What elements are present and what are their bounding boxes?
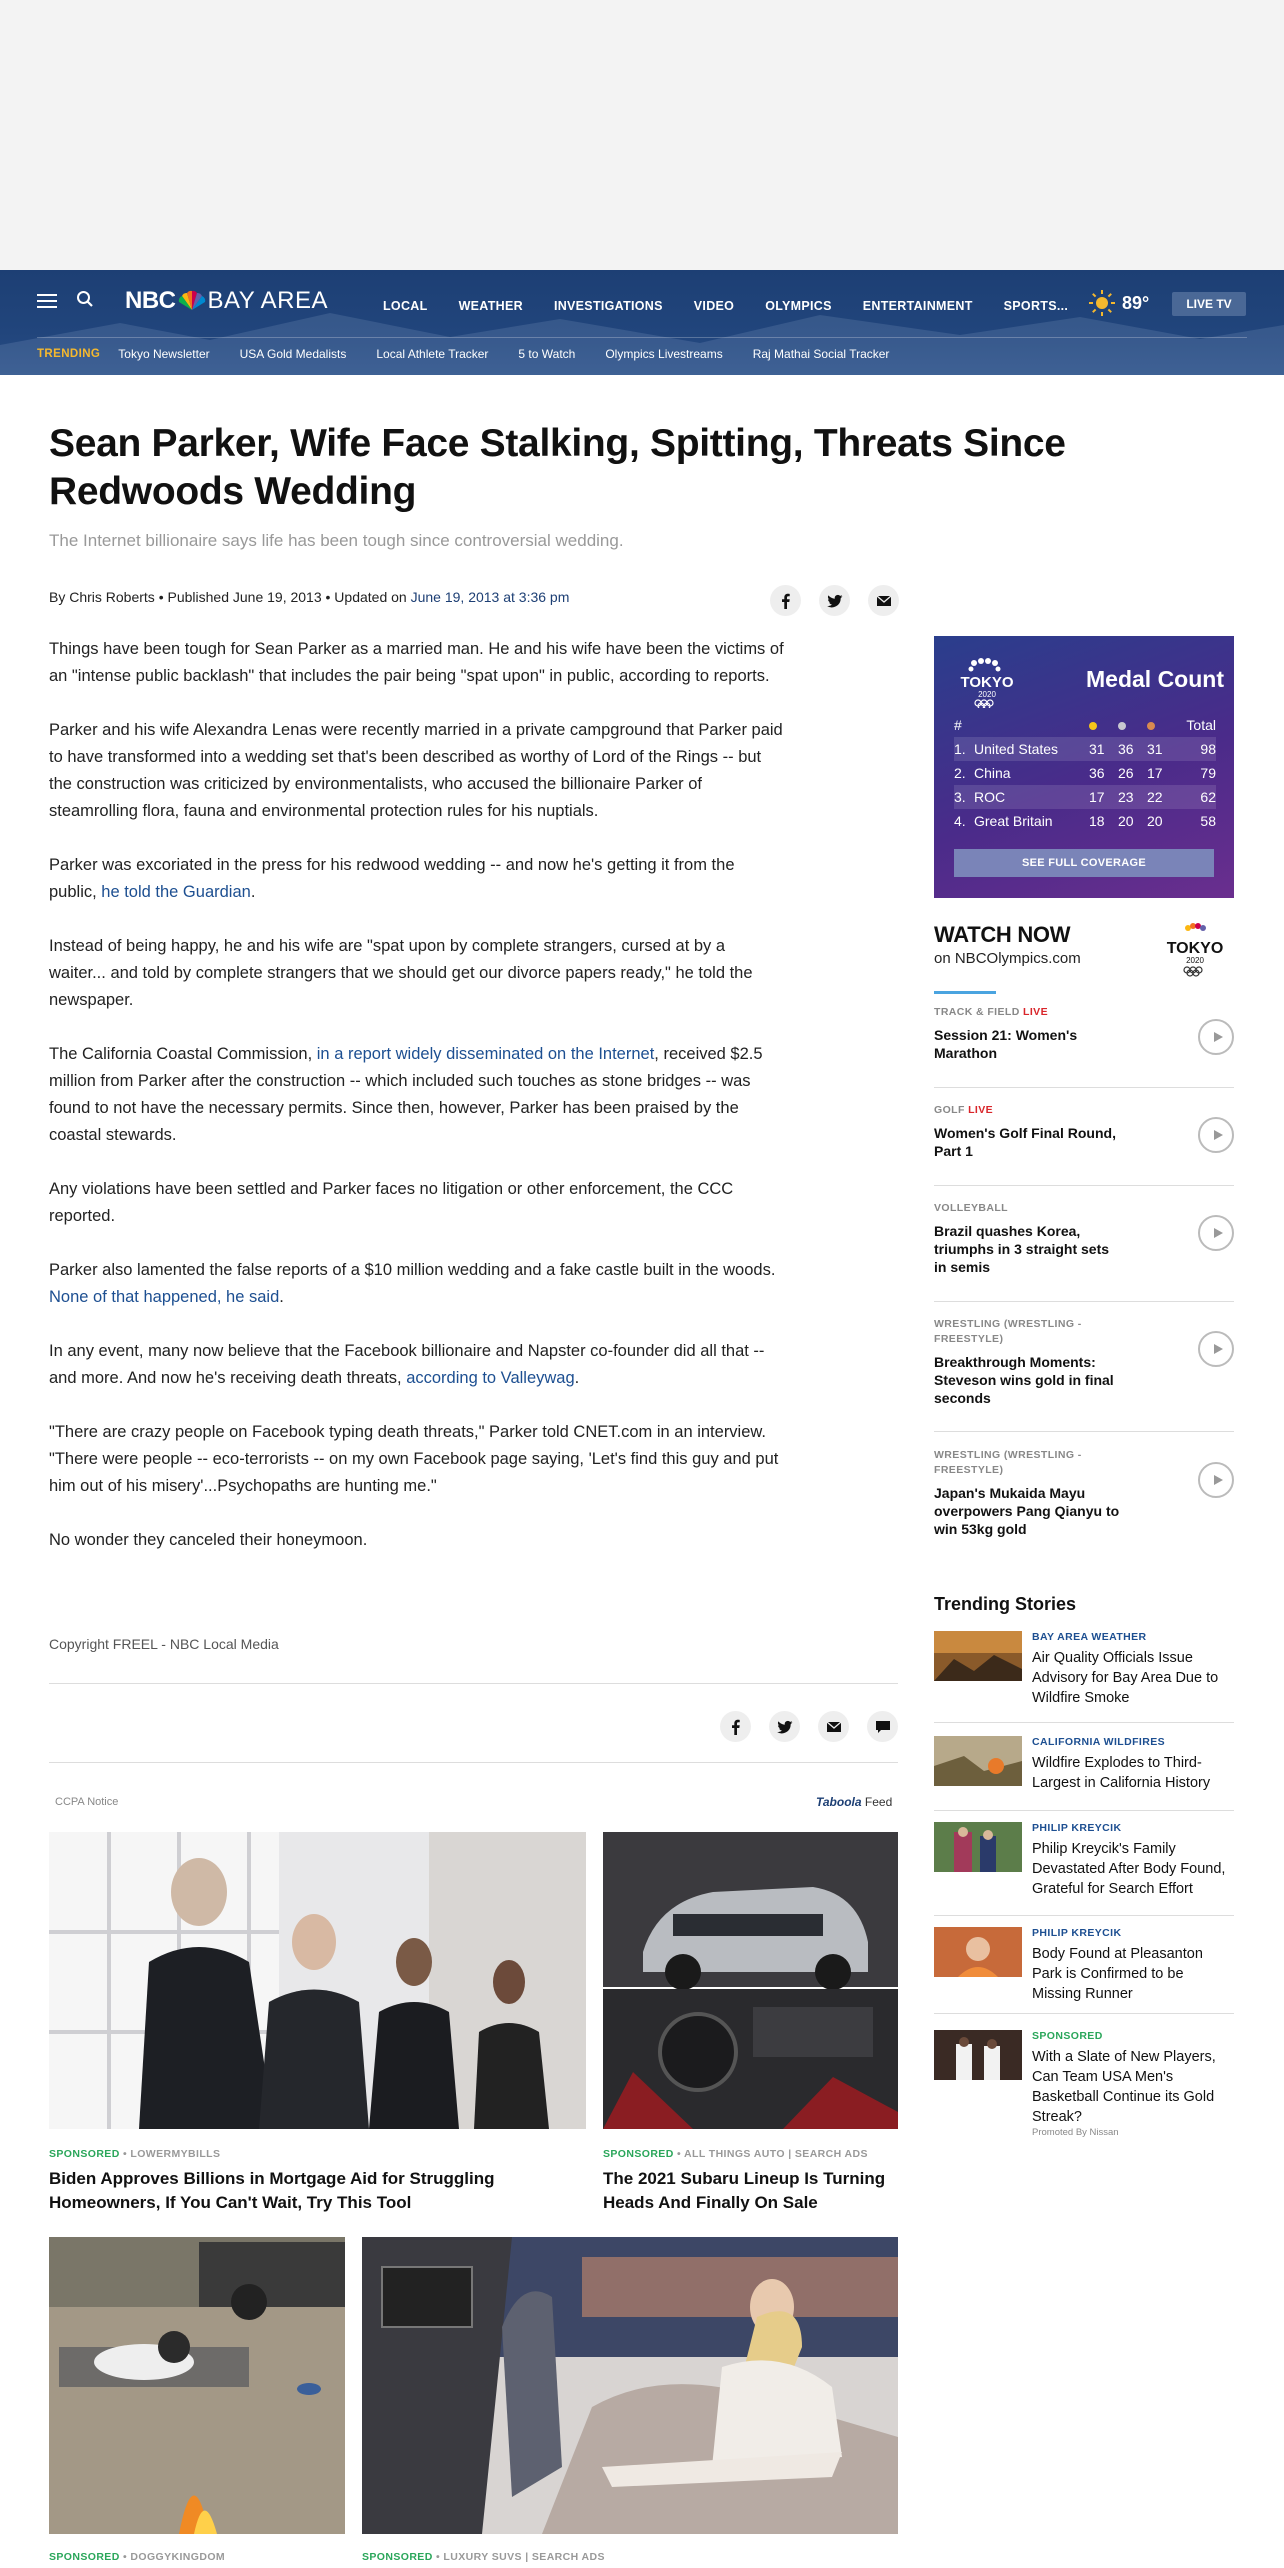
- article-headline: Sean Parker, Wife Face Stalking, Spitting, Threats Since Redwoods Wedding: [49, 422, 1066, 513]
- guardian-link[interactable]: he told the Guardian: [101, 883, 251, 901]
- trending-bar: [37, 347, 919, 361]
- paragraph-text: .: [279, 1288, 284, 1306]
- article-dek: The Internet billionaire says life has been tough since controversial wedding.: [49, 531, 624, 550]
- play-icon[interactable]: [1198, 1019, 1234, 1055]
- taboola-brand: Taboola: [816, 1795, 862, 1809]
- sponsored-title[interactable]: The 2021 Subaru Lineup Is Turning Heads And Finally On Sale: [603, 2169, 886, 2212]
- sponsored-card[interactable]: [49, 2237, 345, 2534]
- nav-local[interactable]: LOCAL: [383, 299, 428, 313]
- col-total: Total: [1186, 717, 1216, 733]
- sponsored-image: [49, 2237, 345, 2534]
- paragraph: Parker and his wife Alexandra Lenas were recently married in a private campground that Parker paid to have transformed into a wedding set that's been described as worthy of Lord of the Rings -- but the construction was criticized by environmentalists, who accused the billionaire Parker of steamrolling flora, fauna and environmental protection rules for his nuptials.: [49, 721, 783, 820]
- sponsored-label: SPONSORED: [49, 2148, 120, 2160]
- paragraph-text: .: [250, 883, 256, 901]
- weather-widget[interactable]: [1088, 289, 1149, 317]
- trending-link[interactable]: Olympics Livestreams: [605, 347, 723, 361]
- paragraph: [49, 1338, 785, 1392]
- email-icon: [826, 1719, 842, 1735]
- watch-item[interactable]: [934, 1103, 1234, 1186]
- bronze-medal-icon: [1147, 722, 1155, 730]
- trending-stories-title: Trending Stories: [934, 1594, 1077, 1614]
- article-body: [49, 636, 785, 1581]
- nav-entertainment[interactable]: ENTERTAINMENT: [862, 299, 973, 313]
- story-title: Body Found at Pleasanton Park is Confirmed to be Missing Runner: [1032, 1946, 1203, 2002]
- taboola-feed-label[interactable]: [816, 1795, 892, 1809]
- watch-item[interactable]: [934, 1201, 1234, 1302]
- facebook-icon: [728, 1719, 744, 1735]
- gold-count: 36: [1089, 765, 1105, 781]
- col-rank: #: [954, 717, 962, 733]
- nav-video[interactable]: VIDEO: [693, 299, 735, 313]
- paragraph-text: Parker was excoriated in the press for his redwood wedding -- and now he's getting it from the public,: [49, 856, 735, 901]
- silver-count: 26: [1118, 765, 1134, 781]
- header-divider: [37, 337, 1247, 338]
- tokyo-2020-logo: [954, 658, 1020, 708]
- paragraph-text: The California Coastal Commission,: [49, 1045, 317, 1063]
- total-count: 58: [1200, 813, 1216, 829]
- facebook-share-button[interactable]: [720, 1711, 751, 1742]
- rank: 3.: [954, 789, 966, 805]
- medal-row[interactable]: [954, 809, 1216, 833]
- paragraph: [49, 852, 785, 906]
- story-category: SPONSORED: [1032, 2030, 1103, 2042]
- sponsored-meta: [49, 2551, 225, 2563]
- paragraph-text: .: [574, 1369, 580, 1387]
- nav-investigations[interactable]: INVESTIGATIONS: [553, 299, 663, 313]
- trending-link[interactable]: 5 to Watch: [518, 347, 576, 361]
- watch-item-category: WRESTLING (WRESTLING - FREESTYLE): [934, 1449, 1082, 1476]
- play-icon[interactable]: [1198, 1331, 1234, 1367]
- story-thumbnail: [934, 1736, 1022, 1786]
- email-share-button[interactable]: [818, 1711, 849, 1742]
- story-title: Philip Kreycik's Family Devastated After Body Found, Grateful for Search Effort: [1032, 1841, 1226, 1897]
- story-category: PHILIP KREYCIK: [1032, 1927, 1122, 1939]
- search-icon[interactable]: [76, 290, 94, 308]
- trending-link[interactable]: Local Athlete Tracker: [376, 347, 489, 361]
- twitter-share-button[interactable]: [819, 585, 850, 616]
- temperature: 89°: [1122, 292, 1150, 313]
- sponsored-card[interactable]: [362, 2237, 898, 2534]
- report-link[interactable]: in a report widely disseminated on the Internet: [316, 1045, 655, 1063]
- trending-link[interactable]: Raj Mathai Social Tracker: [752, 347, 890, 361]
- bronze-dot: [1147, 717, 1176, 733]
- sponsored-meta: [362, 2551, 605, 2563]
- watch-now-header: [934, 922, 1234, 994]
- play-icon[interactable]: [1198, 1215, 1234, 1251]
- gold-medal-icon: [1089, 722, 1097, 730]
- sponsored-image: [49, 1832, 586, 2129]
- live-badge: LIVE: [968, 1104, 994, 1116]
- comment-icon: [875, 1719, 891, 1735]
- silver-count: 23: [1118, 789, 1134, 805]
- ccpa-notice-link[interactable]: CCPA Notice: [55, 1796, 119, 1808]
- bronze-count: 22: [1147, 789, 1163, 805]
- valleywag-link[interactable]: according to Valleywag: [406, 1369, 575, 1387]
- sponsored-image: [362, 2237, 898, 2534]
- site-header: [0, 270, 1284, 375]
- paragraph: [49, 1041, 785, 1149]
- story-thumbnail: [934, 1822, 1022, 1872]
- taboola-feed: Feed: [861, 1795, 893, 1809]
- story-category: BAY AREA WEATHER: [1032, 1631, 1147, 1643]
- logo-region: BAY AREA: [207, 287, 329, 314]
- share-bar-bottom: [720, 1711, 898, 1742]
- tokyo-logo-year: 2020: [1186, 956, 1204, 965]
- sponsored-label: SPONSORED: [49, 2551, 120, 2563]
- story-thumbnail: [934, 1631, 1022, 1681]
- medal-count-title: Medal Count: [1086, 666, 1224, 692]
- medal-table: [954, 713, 1216, 833]
- twitter-icon: [827, 593, 843, 609]
- share-bar-top: [770, 585, 899, 616]
- divider: [49, 1762, 898, 1763]
- copyright: Copyright FREEL - NBC Local Media: [49, 1636, 279, 1652]
- medal-row[interactable]: [954, 785, 1216, 809]
- facebook-icon: [778, 593, 794, 609]
- sponsored-card[interactable]: [603, 1832, 898, 2129]
- byline: [49, 589, 569, 605]
- menu-icon[interactable]: [37, 294, 57, 308]
- paragraph: Things have been tough for Sean Parker as a married man. He and his wife have been the victims of an "intense public backlash" that includes the pair being "spat upon" in public, according to reports.: [49, 640, 784, 685]
- watch-now-accent-bar: [934, 991, 996, 994]
- rank: 2.: [954, 765, 966, 781]
- country: United States: [974, 741, 1059, 757]
- play-icon[interactable]: [1198, 1117, 1234, 1153]
- facebook-share-button[interactable]: [770, 585, 801, 616]
- paragraph-text: Parker also lamented the false reports of a $10 million wedding and a fake castle built in the woods.: [49, 1261, 776, 1279]
- watch-item-category: [934, 1005, 1234, 1020]
- story-category: PHILIP KREYCIK: [1032, 1822, 1122, 1834]
- medal-row[interactable]: [954, 761, 1216, 785]
- paragraph: Instead of being happy, he and his wife are "spat upon by complete strangers, cursed at by a waiter... and told by complete strangers that we should get our divorce papers ready," he told the newspaper.: [49, 937, 753, 1009]
- email-icon: [876, 593, 892, 609]
- silver-count: 36: [1118, 741, 1134, 757]
- total-count: 62: [1200, 789, 1216, 805]
- trending-story[interactable]: [934, 2030, 1234, 2142]
- watch-item[interactable]: [934, 1005, 1234, 1088]
- twitter-icon: [777, 1719, 793, 1735]
- story-title: With a Slate of New Players, Can Team USA Men's Basketball Continue its Gold Streak?: [1032, 2049, 1216, 2125]
- paragraph-text: In any event, many now believe that the Facebook billionaire and Napster co-founder did all that -- and more. And now he's receiving death threats,: [49, 1342, 765, 1387]
- bronze-count: 31: [1147, 741, 1163, 757]
- sponsor-source: • DOGGYKINGDOM: [119, 2551, 226, 2563]
- nav-olympics[interactable]: OLYMPICS: [765, 299, 832, 313]
- watch-item-category: [934, 1103, 1234, 1118]
- story-thumbnail: [934, 2030, 1022, 2080]
- top-ad-slot: [0, 0, 1284, 270]
- trending-link[interactable]: USA Gold Medalists: [239, 347, 347, 361]
- play-icon[interactable]: [1198, 1462, 1234, 1498]
- category-text: GOLF: [934, 1104, 965, 1116]
- peacock-icon: [178, 290, 206, 312]
- sponsored-label: SPONSORED: [603, 2148, 674, 2160]
- nav-weather[interactable]: WEATHER: [458, 299, 523, 313]
- main-nav: [383, 299, 1099, 313]
- watch-item-title: Women's Golf Final Round, Part 1: [934, 1125, 1116, 1159]
- tokyo-2020-logo: [1162, 922, 1228, 978]
- trending-label: TRENDING: [37, 348, 101, 360]
- sponsored-card[interactable]: [49, 1832, 586, 2129]
- sponsored-image: [603, 1832, 898, 2129]
- nav-sports[interactable]: SPORTS...: [1003, 299, 1069, 313]
- sponsored-meta: [49, 2148, 220, 2160]
- comment-button[interactable]: [867, 1711, 898, 1742]
- sponsored-meta: [603, 2148, 868, 2160]
- gold-count: 17: [1089, 789, 1105, 805]
- watch-item-category: VOLLEYBALL: [934, 1202, 1008, 1214]
- medal-row[interactable]: [954, 737, 1216, 761]
- watch-item-title: Japan's Mukaida Mayu overpowers Pang Qianyu to win 53kg gold: [934, 1485, 1120, 1537]
- watch-now-title: WATCH NOW: [934, 922, 1071, 947]
- tokyo-logo-year: 2020: [978, 690, 996, 699]
- story-category: CALIFORNIA WILDFIRES: [1032, 1736, 1166, 1748]
- story-title: Wildfire Explodes to Third-Largest in California History: [1032, 1755, 1211, 1791]
- category-text: TRACK & FIELD: [934, 1006, 1020, 1018]
- logo-brand: NBC: [125, 287, 176, 314]
- watch-item[interactable]: [934, 1317, 1234, 1432]
- country: China: [974, 765, 1011, 781]
- watch-item[interactable]: [934, 1448, 1234, 1555]
- paragraph-text: , received $2.5 million from Parker after the construction -- which included such touches as stone bridges -- was found to not have the necessary permits. Since then, however, Parker has been praised by the coastal stewards.: [49, 1045, 763, 1144]
- watch-item-category: WRESTLING (WRESTLING - FREESTYLE): [934, 1318, 1082, 1345]
- live-badge: LIVE: [1023, 1006, 1048, 1018]
- silver-count: 20: [1118, 813, 1134, 829]
- medal-count-widget[interactable]: [934, 636, 1234, 898]
- silver-dot: [1118, 717, 1147, 733]
- story-title: Air Quality Officials Issue Advisory for Bay Area Due to Wildfire Smoke: [1032, 1650, 1219, 1706]
- country: Great Britain: [974, 813, 1053, 829]
- twitter-share-button[interactable]: [769, 1711, 800, 1742]
- sponsor-source: • LOWERMYBILLS: [119, 2148, 221, 2160]
- watch-now-subtitle[interactable]: on NBCOlympics.com: [934, 950, 1081, 967]
- rank: 4.: [954, 813, 966, 829]
- divider: [49, 1683, 898, 1684]
- sun-icon: [1088, 289, 1116, 317]
- total-count: 98: [1200, 741, 1216, 757]
- sponsored-label: SPONSORED: [362, 2551, 433, 2563]
- promoted-by: Promoted By Nissan: [1032, 2127, 1119, 2138]
- site-logo[interactable]: [125, 286, 328, 316]
- trending-story[interactable]: [934, 1736, 1234, 1811]
- byline-author: By Chris Roberts: [49, 589, 155, 605]
- paragraph: No wonder they canceled their honeymoon.: [49, 1531, 368, 1549]
- byline-updated: June 19, 2013 at 3:36 pm: [410, 589, 570, 605]
- tokyo-logo-text: TOKYO: [1166, 940, 1224, 957]
- total-count: 79: [1200, 765, 1216, 781]
- trending-story[interactable]: [934, 1927, 1234, 2014]
- see-full-coverage-button[interactable]: SEE FULL COVERAGE: [954, 849, 1214, 877]
- story-thumbnail: [934, 1927, 1022, 1977]
- none-happened-link[interactable]: None of that happened, he said: [49, 1288, 280, 1306]
- watch-item-title: Brazil quashes Korea, triumphs in 3 straight sets in semis: [934, 1223, 1110, 1275]
- country: ROC: [974, 789, 1006, 805]
- bronze-count: 20: [1147, 813, 1163, 829]
- gold-count: 18: [1089, 813, 1105, 829]
- paragraph: Any violations have been settled and Parker faces no litigation or other enforcement, the CCC reported.: [49, 1180, 734, 1225]
- tokyo-logo-text: TOKYO: [960, 674, 1014, 691]
- email-share-button[interactable]: [868, 585, 899, 616]
- watch-item-title: Breakthrough Moments: Steveson wins gold in final seconds: [934, 1354, 1114, 1406]
- silver-medal-icon: [1118, 722, 1126, 730]
- bronze-count: 17: [1147, 765, 1163, 781]
- paragraph: "There are crazy people on Facebook typing death threats," Parker told CNET.com in an interview. "There were people -- eco-terrorists -- on my own Facebook page saying, 'Let's find this guy and put him out of his misery'...Psychopaths are hunting me.": [49, 1423, 779, 1495]
- gold-dot: [1089, 717, 1118, 733]
- byline-published: • Published June 19, 2013 • Updated on: [154, 589, 411, 605]
- rank: 1.: [954, 741, 966, 757]
- sponsor-source: • ALL THINGS AUTO | SEARCH ADS: [673, 2148, 868, 2160]
- medal-table-header: [954, 713, 1216, 737]
- watch-item-title: Session 21: Women's Marathon: [934, 1027, 1078, 1061]
- gold-count: 31: [1089, 741, 1105, 757]
- sponsor-source: • LUXURY SUVS | SEARCH ADS: [432, 2551, 605, 2563]
- live-tv-button[interactable]: LIVE TV: [1172, 292, 1246, 316]
- trending-story[interactable]: [934, 1631, 1234, 1723]
- paragraph: [49, 1257, 785, 1311]
- trending-link[interactable]: Tokyo Newsletter: [118, 347, 210, 361]
- trending-story[interactable]: [934, 1822, 1234, 1916]
- sponsored-title[interactable]: Biden Approves Billions in Mortgage Aid for Struggling Homeowners, If You Can't Wait, Try This Tool: [49, 2169, 495, 2212]
